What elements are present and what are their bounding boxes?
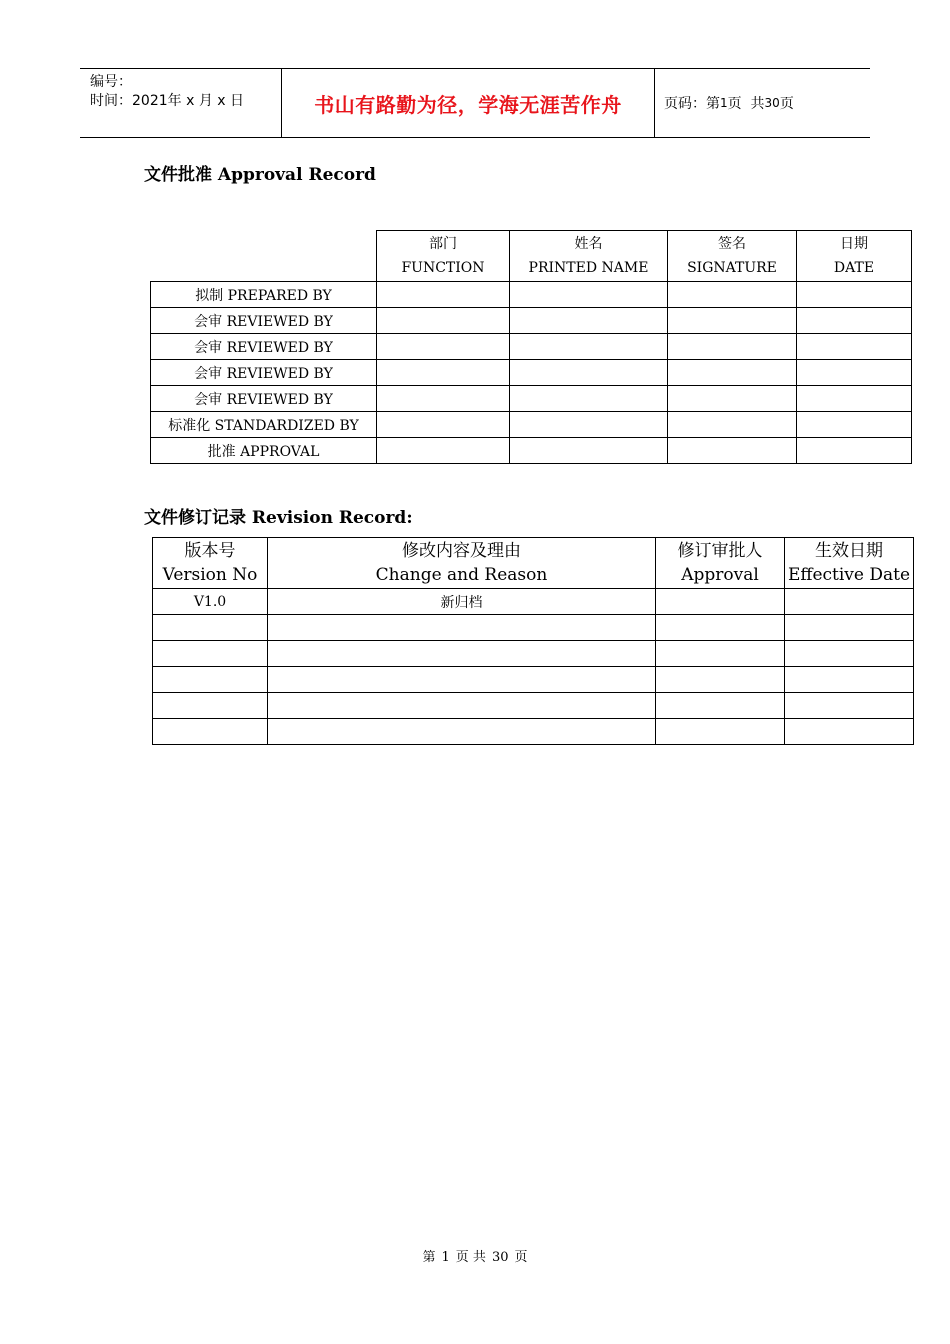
revision-col-approval: 修订审批人 Approval (656, 538, 785, 589)
approval-role-label: 标准化 STANDARDIZED BY (151, 412, 377, 438)
table-row (153, 667, 914, 693)
name-cell[interactable] (510, 334, 668, 360)
name-cell[interactable] (510, 412, 668, 438)
document-date: 时间：2021年 x 月 x 日 (90, 93, 245, 109)
footer-page-number: 1 (441, 1250, 450, 1265)
approval-col-name: 姓名 PRINTED NAME (510, 231, 668, 282)
name-cell[interactable] (510, 386, 668, 412)
revision-col-version: 版本号 Version No (153, 538, 268, 589)
table-row (153, 693, 914, 719)
name-cell[interactable] (510, 282, 668, 308)
approval-role-label: 会审 REVIEWED BY (151, 360, 377, 386)
name-cell[interactable] (510, 308, 668, 334)
signature-cell[interactable] (668, 334, 797, 360)
footer-page-total: 30 (491, 1250, 509, 1265)
approval-corner-cell (151, 231, 377, 282)
date-cell[interactable] (797, 386, 912, 412)
effective-date-cell[interactable] (785, 667, 914, 693)
table-row (151, 308, 912, 334)
approver-cell[interactable] (656, 719, 785, 745)
revision-header-row (153, 538, 914, 589)
approval-role-label: 会审 REVIEWED BY (151, 386, 377, 412)
approver-cell[interactable] (656, 615, 785, 641)
function-cell[interactable] (377, 412, 510, 438)
approval-col-function: 部门 FUNCTION (377, 231, 510, 282)
name-cell[interactable] (510, 438, 668, 464)
revision-col-effective-date: 生效日期 Effective Date (785, 538, 914, 589)
header-page-info: 页码：第 1 页 共 30 页 (664, 96, 794, 112)
signature-cell[interactable] (668, 412, 797, 438)
approval-role-label: 会审 REVIEWED BY (151, 334, 377, 360)
revision-record-title: 文件修订记录 Revision Record: (144, 508, 413, 528)
version-cell[interactable] (153, 719, 268, 745)
change-cell[interactable] (268, 667, 656, 693)
function-cell[interactable] (377, 438, 510, 464)
version-cell[interactable]: V1.0 (153, 589, 268, 615)
function-cell[interactable] (377, 334, 510, 360)
effective-date-cell[interactable] (785, 589, 914, 615)
approval-role-label: 拟制 PREPARED BY (151, 282, 377, 308)
table-row (153, 589, 914, 615)
effective-date-cell[interactable] (785, 641, 914, 667)
approval-table (150, 230, 912, 464)
version-cell[interactable] (153, 667, 268, 693)
name-cell[interactable] (510, 360, 668, 386)
change-cell[interactable]: 新归档 (268, 589, 656, 615)
function-cell[interactable] (377, 308, 510, 334)
date-cell[interactable] (797, 360, 912, 386)
function-cell[interactable] (377, 360, 510, 386)
approval-col-signature: 签名 SIGNATURE (668, 231, 797, 282)
table-row (151, 360, 912, 386)
function-cell[interactable] (377, 386, 510, 412)
signature-cell[interactable] (668, 308, 797, 334)
table-row (151, 412, 912, 438)
revision-col-change: 修改内容及理由 Change and Reason (268, 538, 656, 589)
approver-cell[interactable] (656, 641, 785, 667)
approval-col-date: 日期 DATE (797, 231, 912, 282)
table-row (153, 615, 914, 641)
signature-cell[interactable] (668, 360, 797, 386)
approver-cell[interactable] (656, 667, 785, 693)
date-cell[interactable] (797, 438, 912, 464)
table-row (151, 386, 912, 412)
table-row (153, 719, 914, 745)
header-meta-cell (80, 69, 282, 137)
table-row (151, 282, 912, 308)
approval-role-label: 会审 REVIEWED BY (151, 308, 377, 334)
version-cell[interactable] (153, 615, 268, 641)
table-row (151, 334, 912, 360)
function-cell[interactable] (377, 282, 510, 308)
signature-cell[interactable] (668, 282, 797, 308)
approver-cell[interactable] (656, 589, 785, 615)
table-row (151, 438, 912, 464)
header-motto-cell (282, 69, 655, 137)
approval-role-label: 批准 APPROVAL (151, 438, 377, 464)
signature-cell[interactable] (668, 386, 797, 412)
date-cell[interactable] (797, 334, 912, 360)
revision-table (152, 537, 914, 745)
approval-record-title: 文件批准 Approval Record (144, 165, 376, 185)
date-cell[interactable] (797, 412, 912, 438)
approval-header-row (151, 231, 912, 282)
change-cell[interactable] (268, 641, 656, 667)
change-cell[interactable] (268, 719, 656, 745)
change-cell[interactable] (268, 693, 656, 719)
approver-cell[interactable] (656, 693, 785, 719)
page-footer: 第 1 页 共 30 页 (422, 1250, 528, 1265)
signature-cell[interactable] (668, 438, 797, 464)
change-cell[interactable] (268, 615, 656, 641)
version-cell[interactable] (153, 641, 268, 667)
motto-text: 书山有路勤为径，学海无涯苦作舟 (314, 92, 622, 117)
effective-date-cell[interactable] (785, 615, 914, 641)
version-cell[interactable] (153, 693, 268, 719)
document-header (80, 68, 870, 138)
effective-date-cell[interactable] (785, 719, 914, 745)
document-number-label: 编号： (90, 74, 132, 90)
effective-date-cell[interactable] (785, 693, 914, 719)
date-cell[interactable] (797, 308, 912, 334)
date-cell[interactable] (797, 282, 912, 308)
table-row (153, 641, 914, 667)
